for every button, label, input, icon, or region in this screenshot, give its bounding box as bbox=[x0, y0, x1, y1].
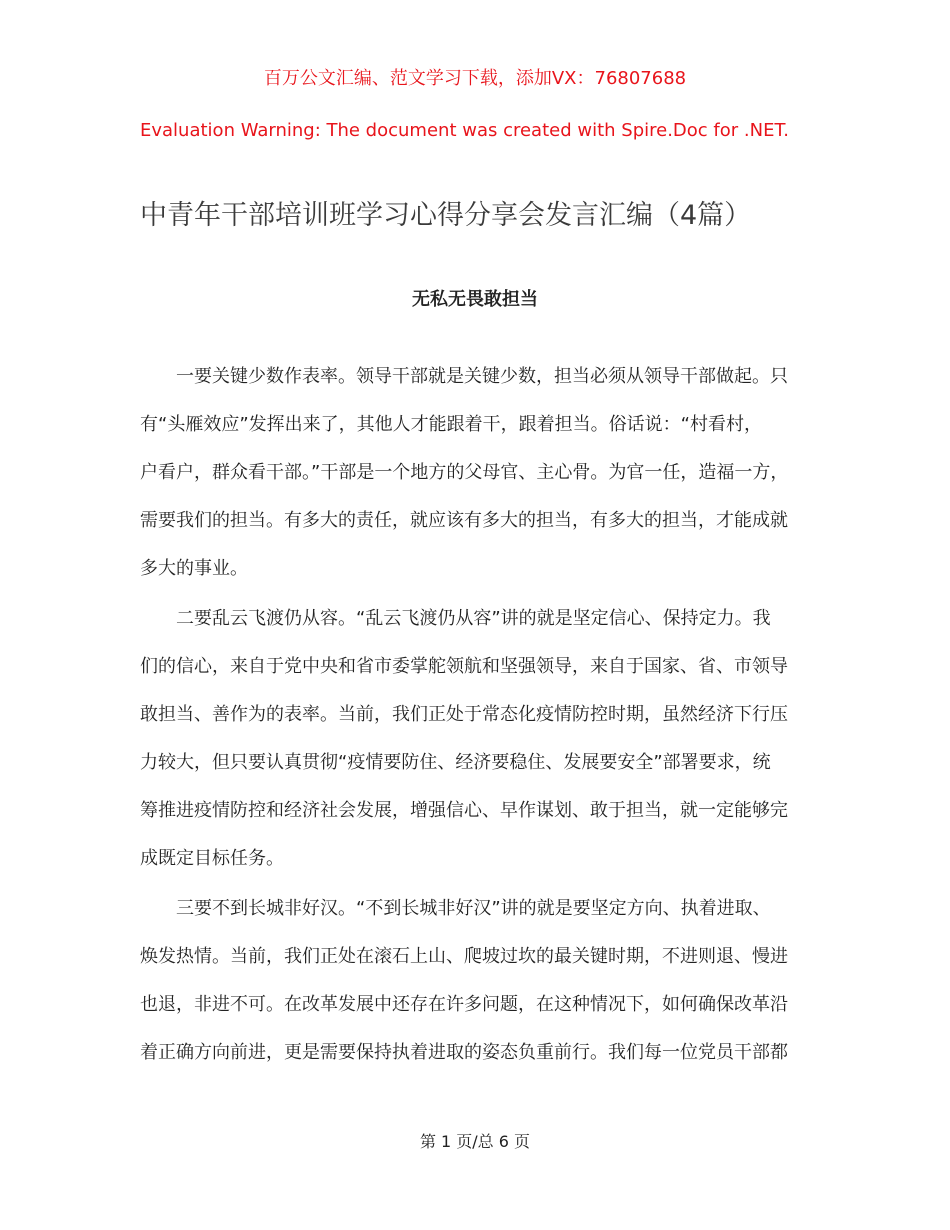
body-line: 敢担当、善作为的表率。当前，我们正处于常态化疫情防控时期，虽然经济下行压 bbox=[140, 704, 788, 725]
body-line: 有“头雁效应”发挥出来了，其他人才能跟着干，跟着担当。俗话说：“村看村， bbox=[140, 414, 762, 435]
body-line: 三要不到长城非好汉。“不到长城非好汉”讲的就是要坚定方向、执着进取、 bbox=[176, 898, 771, 919]
body-line: 们的信心，来自于党中央和省市委掌舵领航和坚强领导，来自于国家、省、市领导 bbox=[140, 656, 788, 677]
body-line: 多大的事业。 bbox=[140, 558, 248, 579]
body-line: 需要我们的担当。有多大的责任，就应该有多大的担当，有多大的担当，才能成就 bbox=[140, 510, 788, 531]
evaluation-warning: Evaluation Warning: The document was created with Spire.Doc for .NET. bbox=[140, 120, 790, 141]
document-title: 中青年干部培训班学习心得分享会发言汇编（4篇） bbox=[140, 200, 752, 231]
body-line: 筹推进疫情防控和经济社会发展，增强信心、早作谋划、敢于担当，就一定能够完 bbox=[140, 800, 788, 821]
body-line: 也退，非进不可。在改革发展中还存在许多问题，在这种情况下，如何确保改革沿 bbox=[140, 994, 788, 1015]
body-line: 焕发热情。当前，我们正处在滚石上山、爬坡过坎的最关键时期，不进则退、慢进 bbox=[140, 946, 788, 967]
body-line: 着正确方向前进，更是需要保持执着进取的姿态负重前行。我们每一位党员干部都 bbox=[140, 1042, 788, 1063]
body-line: 二要乱云飞渡仍从容。“乱云飞渡仍从容”讲的就是坚定信心、保持定力。我 bbox=[176, 608, 771, 629]
section-title: 无私无畏敢担当 bbox=[412, 289, 538, 310]
body-line: 力较大，但只要认真贯彻“疫情要防住、经济要稳住、发展要安全”部署要求，统 bbox=[140, 752, 771, 773]
body-line: 户看户，群众看干部。”干部是一个地方的父母官、主心骨。为官一任，造福一方， bbox=[140, 462, 789, 483]
page-number: 第 1 页/总 6 页 bbox=[419, 1132, 531, 1151]
body-line: 一要关键少数作表率。领导干部就是关键少数，担当必须从领导干部做起。只 bbox=[176, 366, 788, 387]
promo-banner: 百万公文汇编、范文学习下载，添加VX：76807688 bbox=[263, 68, 687, 89]
body-line: 成既定目标任务。 bbox=[140, 848, 284, 869]
